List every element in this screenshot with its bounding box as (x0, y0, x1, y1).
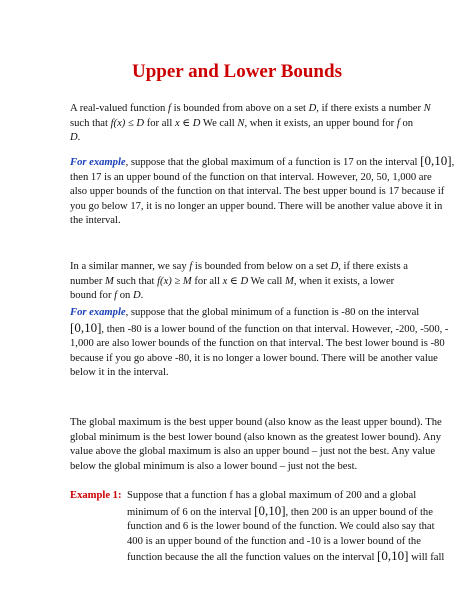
text: function because the all the function values on the interval (127, 552, 378, 563)
text: on (399, 117, 414, 129)
text: . (77, 132, 81, 143)
global-bounds-paragraph (70, 416, 442, 474)
interval-expression: [0,10] (420, 153, 452, 168)
text-line: value above the global maximum is also an upper bound – just not the best. Any value (70, 446, 436, 457)
text: In a similar manner, we say (70, 261, 190, 272)
upper-bound-example (70, 153, 455, 229)
interval-expression: [0,10] (70, 319, 102, 335)
page-title: Upper and Lower Bounds (132, 61, 342, 82)
lower-bound-example (70, 306, 449, 381)
text: . (140, 290, 144, 301)
text: A real-valued function (70, 103, 168, 114)
text: minimum of 6 on the interval (127, 506, 255, 518)
text-line: Suppose that a function f has a global maximum of 200 and a global (127, 490, 417, 501)
text: , then 200 is an upper bound of the (285, 506, 433, 518)
math-symbol: N (423, 103, 431, 114)
example-label: For example (70, 157, 126, 168)
text-line: then 17 is an upper bound of the function on that interval. However, 20, 50, 1,000 are (70, 171, 432, 183)
text: will fall (408, 552, 445, 563)
text-line (70, 289, 410, 304)
text-line: you go below 17, it is no longer an upper bound. There will be another value above it in (70, 200, 443, 212)
interval-expression: [0,10] (377, 548, 409, 563)
text: , suppose that the global maximum of a function is 17 on the interval (125, 157, 421, 168)
text-line (70, 275, 410, 290)
lower-bound-definition (70, 260, 410, 304)
text-line (70, 153, 455, 171)
text: , if there exists a number (316, 103, 424, 114)
text-line: function and 6 is the lower bound of the function. We could also say that (127, 521, 435, 532)
text: is bounded from above on a set (170, 103, 309, 114)
math-symbol: D (330, 261, 339, 272)
math-expression: x ∈ D (174, 117, 201, 129)
text: , then -80 is a lower bound of the function on that interval. However, -200, -500, - (101, 323, 449, 335)
math-symbol: f (396, 117, 400, 129)
text: for all (144, 117, 175, 129)
math-symbol: D (70, 132, 78, 143)
text-line: below it in the interval. (70, 367, 169, 378)
upper-bound-definition (70, 102, 431, 146)
text: , suppose that the global minimum of a function is -80 on the interval (125, 307, 420, 318)
text: , (451, 157, 455, 168)
text: such that (113, 275, 158, 287)
text-line: 1,000 are also lower bounds of the function on that interval. The best lower bound is -80 (70, 338, 445, 349)
text-line (127, 548, 445, 566)
text-line (70, 306, 420, 321)
text-line: global minimum is the best lower bound (also known as the greatest lower bound). Any (70, 431, 442, 443)
math-symbol: M (285, 275, 294, 287)
text-line (70, 260, 410, 275)
math-symbol: N (237, 117, 245, 129)
text: We call (248, 275, 286, 287)
example-1-label: Example 1: (70, 490, 122, 501)
math-symbol: f (114, 290, 118, 301)
text-line: 400 is an upper bound of the function and -10 is a lower bound of the (127, 535, 421, 547)
example-label: For example (70, 307, 126, 318)
text: We call (200, 117, 238, 129)
text-line: because if you go above -80, it is no longer a lower bound. There will be another value (70, 352, 438, 364)
text: bound for (70, 290, 115, 301)
text: number (70, 275, 106, 287)
text: is bounded from below on a set (192, 261, 331, 272)
text: on (117, 290, 133, 301)
math-symbol: D (132, 290, 141, 301)
text-line: also upper bounds of the function on that interval. The best upper bound is 17 because if (70, 186, 445, 197)
text-line (70, 102, 431, 117)
math-symbol: M (105, 275, 114, 287)
text-line: below the global minimum is also a lower bound – just not the best. (70, 460, 358, 472)
text-line (70, 319, 449, 338)
text: , when it exists, a lower (293, 275, 395, 287)
math-symbol: D (308, 103, 317, 114)
math-symbol: f (189, 261, 193, 272)
math-expression: f(x) ≥ M (157, 275, 192, 287)
text-line: The global maximum is the best upper bound (also know as the least upper bound). The (70, 417, 442, 428)
interval-expression: [0,10] (254, 502, 286, 518)
text-line (70, 131, 410, 146)
math-expression: x ∈ D (222, 275, 249, 287)
text: , if there exists a (338, 261, 408, 272)
text: such that (70, 117, 111, 129)
text: , when it exists, an upper bound for (244, 117, 397, 129)
text: for all (191, 275, 223, 287)
math-expression: f(x) ≤ D (110, 117, 145, 129)
math-symbol: f (167, 103, 171, 114)
example-1-body (127, 489, 445, 566)
text-line (127, 502, 433, 521)
text-line (70, 117, 414, 132)
text-line: the interval. (70, 215, 121, 226)
